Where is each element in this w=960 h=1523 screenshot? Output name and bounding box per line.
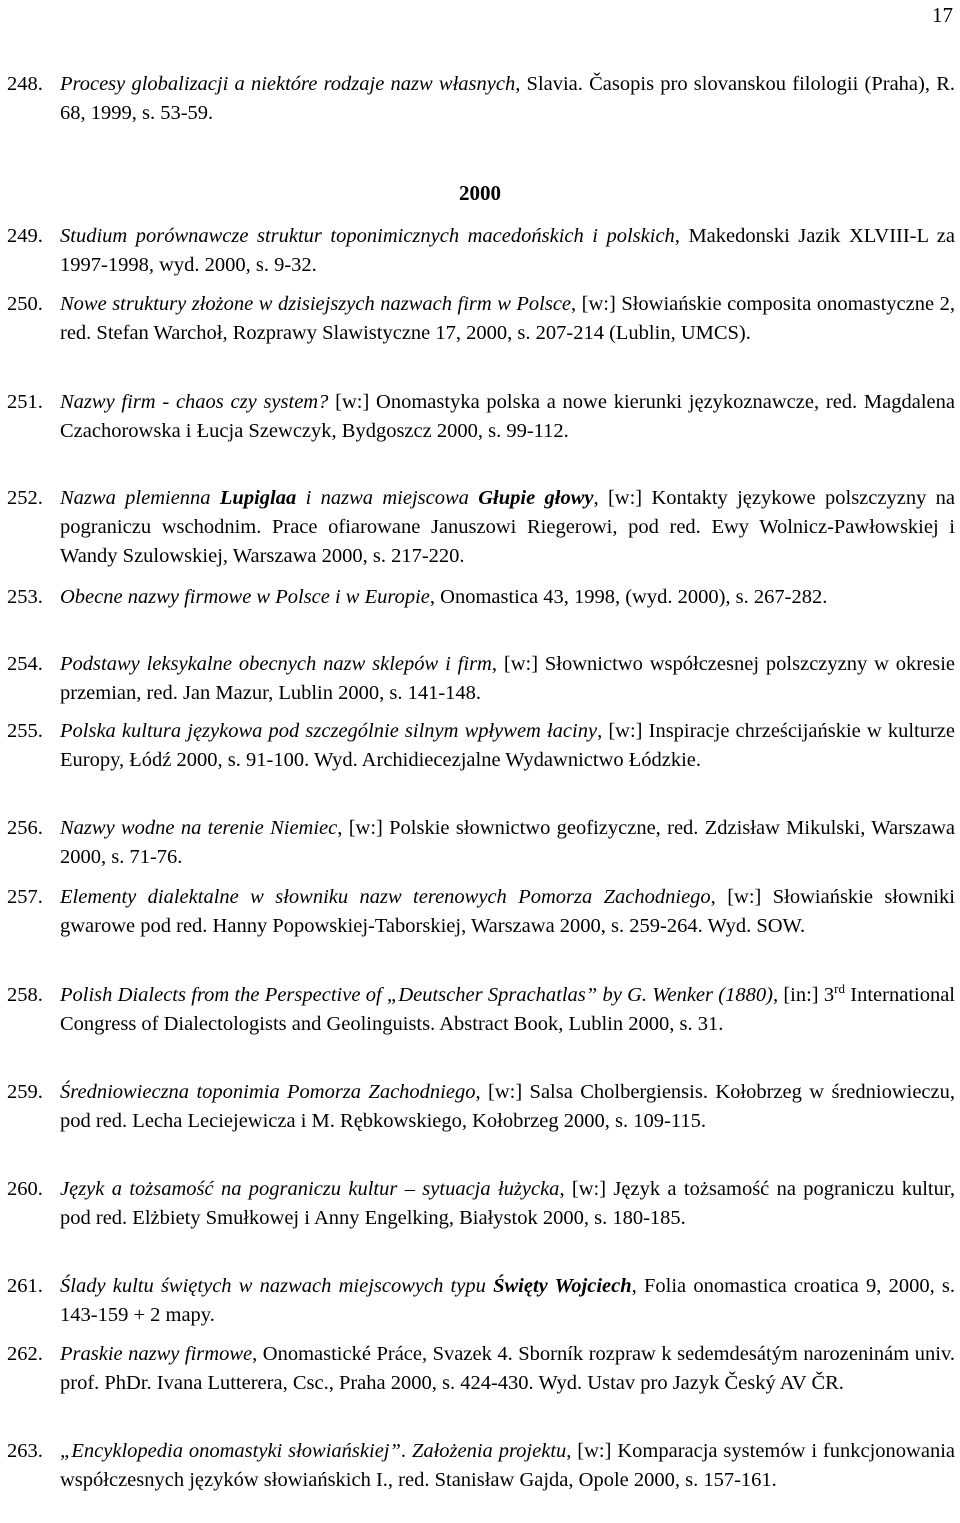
entry-number: 254. — [7, 653, 43, 675]
entry-title-bold-name: Głupie głowy — [478, 487, 594, 509]
bibliography-entry-250 — [7, 290, 955, 348]
entry-number: 251. — [7, 391, 43, 413]
entry-number: 257. — [7, 886, 43, 908]
bibliography-entry-249 — [7, 222, 955, 280]
entry-number: 262. — [7, 1343, 43, 1365]
entry-details: , Onomastica 43, 1998, (wyd. 2000), s. 267-282. — [429, 586, 828, 608]
entry-title-part: i nazwa miejscowa — [296, 487, 479, 509]
bibliography-entry-257 — [7, 883, 955, 941]
bibliography-entry-261 — [7, 1272, 955, 1330]
entry-title: Praskie nazwy firmowe — [60, 1343, 253, 1365]
entry-number: 248. — [7, 73, 43, 95]
entry-details: , [in:] 3 — [772, 984, 835, 1006]
entry-details: , [w:] Inspiracje chrześcijańskie w kulturze Europy, Łódź 2000, s. 91-100. Wyd. Archidiecezjalne Wydawnictwo Łódzkie. — [60, 720, 955, 771]
entry-title: Średniowieczna toponimia Pomorza Zachodniego — [60, 1081, 476, 1103]
bibliography-entry-259 — [7, 1078, 955, 1136]
bibliography-entry-254 — [7, 650, 955, 708]
entry-details: , [w:] Słowiańskie composita onomastyczne 2, red. Stefan Warchoł, Rozprawy Slawistyczne 17, 2000, s. 207-214 (Lublin, UMCS). — [60, 293, 955, 344]
entry-title: Obecne nazwy firmowe w Polsce i w Europie — [60, 586, 430, 608]
ordinal-suffix: rd — [834, 981, 845, 997]
entry-details: , Folia onomastica croatica 9, 2000, s. 143-159 + 2 mapy. — [60, 1275, 956, 1326]
entry-number: 249. — [7, 225, 43, 247]
entry-number: 261. — [7, 1275, 43, 1297]
entry-title: Polska kultura językowa pod szczególnie silnym wpływem łaciny — [60, 720, 598, 742]
entry-details: , [w:] Polskie słownictwo geofizyczne, red. Zdzisław Mikulski, Warszawa 2000, s. 71-76. — [60, 817, 955, 868]
entry-details: , [w:] Język a tożsamość na pograniczu kultur, pod red. Elżbiety Smułkowej i Anny Engelking, Białystok 2000, s. 180-185. — [60, 1178, 955, 1229]
entry-details: , Onomastické Práce, Svazek 4. Sborník rozpraw k sedemdesátým narozeninám univ. prof. PhDr. Ivana Lutterera, Csc., Praha 2000, s. 424-430. Wyd. Ustav pro Jazyk Český AV ČR. — [60, 1343, 955, 1394]
entry-title: Elementy dialektalne w słowniku nazw terenowych Pomorza Zachodniego — [60, 886, 711, 908]
entry-number: 260. — [7, 1178, 43, 1200]
entry-title-part: Nazwa plemienna — [60, 487, 220, 509]
entry-title-part: Ślady kultu świętych w nazwach miejscowych typu — [60, 1275, 494, 1297]
entry-details: Makedonski Jazik XLVIII-L za 1997-1998, wyd. 2000, s. 9-32. — [60, 225, 955, 276]
entry-title: Studium porównawcze struktur toponimicznych macedońskich i polskich, — [60, 225, 680, 247]
bibliography-entry-256 — [7, 814, 955, 872]
bibliography-entry-255 — [7, 717, 955, 775]
entry-details: , [w:] Słownictwo współczesnej polszczyzny w okresie przemian, red. Jan Mazur, Lublin 2000, s. 141-148. — [60, 653, 956, 704]
entry-title: Język a tożsamość na pograniczu kultur – sytuacja łużycka — [60, 1178, 560, 1200]
bibliography-entry-248 — [7, 70, 955, 128]
entry-number: 258. — [7, 984, 43, 1006]
bibliography-entry-251 — [7, 388, 955, 446]
entry-details: [w:] Onomastyka polska a nowe kierunki językoznawcze, red. Magdalena Czachorowska i Łucja Szewczyk, Bydgoszcz 2000, s. 99-112. — [60, 391, 955, 442]
entry-title-bold-name: Święty Wojciech — [493, 1275, 632, 1297]
year-heading: 2000 — [459, 181, 501, 205]
entry-title: Polish Dialects from the Perspective of „Deutscher Sprachatlas” by G. Wenker (1880) — [60, 984, 773, 1006]
entry-separator: . — [400, 1440, 412, 1462]
entry-details: , [w:] Kontakty językowe polszczyzny na pograniczu wschodnim. Prace ofiarowane Januszowi Riegerowi, pod red. Ewy Wolnicz-Pawłowskiej i Wandy Szulowskiej, Warszawa 2000, s. 217-220. — [60, 487, 956, 567]
bibliography-entry-252 — [7, 484, 955, 571]
entry-number: 263. — [7, 1440, 43, 1462]
entry-details: International Congress of Dialectologists and Geolinguists. Abstract Book, Lublin 2000, s. 31. — [60, 984, 956, 1035]
entry-number: 250. — [7, 293, 43, 315]
entry-details: , [w:] Salsa Cholbergiensis. Kołobrzeg w średniowieczu, pod red. Lecha Leciejewicza i M. Rębkowskiego, Kołobrzeg 2000, s. 109-115. — [60, 1081, 955, 1132]
entry-number: 253. — [7, 586, 43, 608]
entry-number: 252. — [7, 487, 43, 509]
page-number: 17 — [932, 3, 953, 27]
entry-subtitle: Założenia projektu — [411, 1440, 567, 1462]
bibliography-entry-253 — [7, 583, 955, 612]
entry-title: Nowe struktury złożone w dzisiejszych nazwach firm w Polsce — [60, 293, 572, 315]
bibliography-entry-262 — [7, 1340, 955, 1398]
bibliography-entry-258 — [7, 981, 955, 1039]
entry-title: Nazwy firm - chaos czy system? — [60, 391, 329, 413]
entry-number: 256. — [7, 817, 43, 839]
entry-details: , [w:] Słowiańskie słowniki gwarowe pod red. Hanny Popowskiej-Taborskiej, Warszawa 2000, s. 259-264. Wyd. SOW. — [60, 886, 955, 937]
entry-title: Procesy globalizacji a niektóre rodzaje nazw własnych — [60, 73, 516, 95]
bibliography-entry-263 — [7, 1437, 955, 1495]
bibliography-entry-260 — [7, 1175, 955, 1233]
entry-details: , [w:] Komparacja systemów i funkcjonowania współczesnych języków słowiańskich I., red. Stanisław Gajda, Opole 2000, s. 157-161. — [60, 1440, 955, 1491]
entry-number: 255. — [7, 720, 43, 742]
entry-number: 259. — [7, 1081, 43, 1103]
entry-title: „Encyklopedia onomastyki słowiańskiej” — [60, 1440, 401, 1462]
entry-title-bold-name: Lupiglaa — [219, 487, 297, 509]
entry-title: Podstawy leksykalne obecnych nazw sklepów i firm — [60, 653, 492, 675]
entry-details: , Slavia. Časopis pro slovanskou filologii (Praha), R. 68, 1999, s. 53-59. — [60, 73, 955, 124]
entry-title: Nazwy wodne na terenie Niemiec — [60, 817, 338, 839]
